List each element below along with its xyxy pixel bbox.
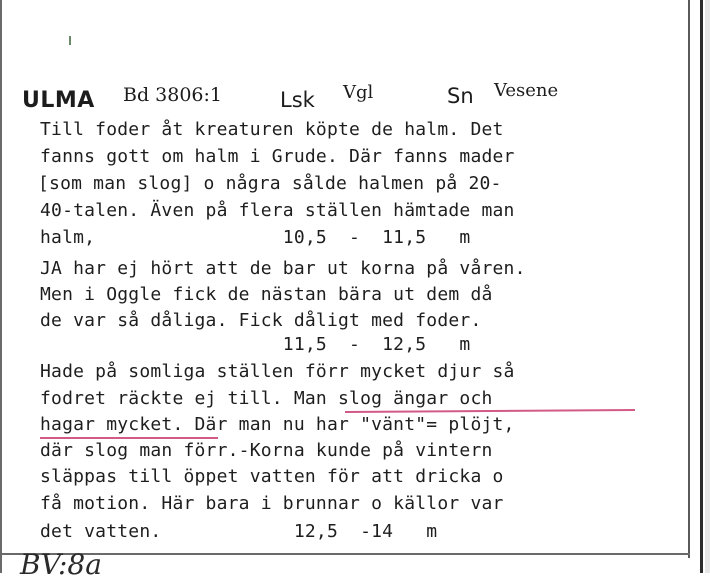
text-line: där slog man förr.-Korna kunde på vintern xyxy=(40,440,493,461)
text-line: Hade på somliga ställen förr mycket djur så xyxy=(40,361,515,382)
text-line: hagar mycket. Där man nu har "vänt"= plöjt, xyxy=(40,414,515,435)
text-line: JA har ej hört att de bar ut korna på våren. xyxy=(40,258,526,279)
card-left-edge xyxy=(0,0,2,573)
text-line: 40-talen. Även på flera ställen hämtade man xyxy=(40,200,515,221)
volume-number: Bd 3806:1 xyxy=(123,84,223,106)
parish-value: Vesene xyxy=(494,80,559,101)
text-line: släppas till öppet vatten för att dricka o xyxy=(40,466,504,487)
archive-name: ULMA xyxy=(22,88,95,113)
text-line: fanns gott om halm i Grude. Där fanns mader xyxy=(40,146,515,167)
card-right-edge xyxy=(688,0,690,558)
pin-mark xyxy=(69,36,71,45)
text-line: få motion. Här bara i brunnar o källor var xyxy=(40,493,504,514)
card-right-shadow xyxy=(700,0,703,573)
text-line: [som man slog] o några sålde halmen på 20- xyxy=(38,173,502,194)
province-value: Vgl xyxy=(343,82,374,103)
parish-label: Sn xyxy=(447,84,474,108)
text-line: de var så dåliga. Fick dåligt med foder. xyxy=(40,310,482,331)
handwritten-note: BV:8a xyxy=(20,548,102,581)
card-right-margin xyxy=(705,0,710,573)
handwritten-underline xyxy=(40,437,218,439)
province-label: Lsk xyxy=(280,88,315,112)
text-line: 11,5 - 12,5 m xyxy=(40,334,471,355)
text-line: Men i Oggle fick de nästan bära ut dem då xyxy=(40,284,493,305)
handwritten-underline xyxy=(345,409,635,413)
text-line: Till foder åt kreaturen köpte de halm. Det xyxy=(40,119,504,140)
card-bottom-edge xyxy=(0,553,690,555)
text-line: fodret räckte ej till. Man slog ängar och xyxy=(40,388,493,409)
text-line: halm, 10,5 - 11,5 m xyxy=(40,227,471,248)
text-line: det vatten. 12,5 -14 m xyxy=(40,521,438,542)
